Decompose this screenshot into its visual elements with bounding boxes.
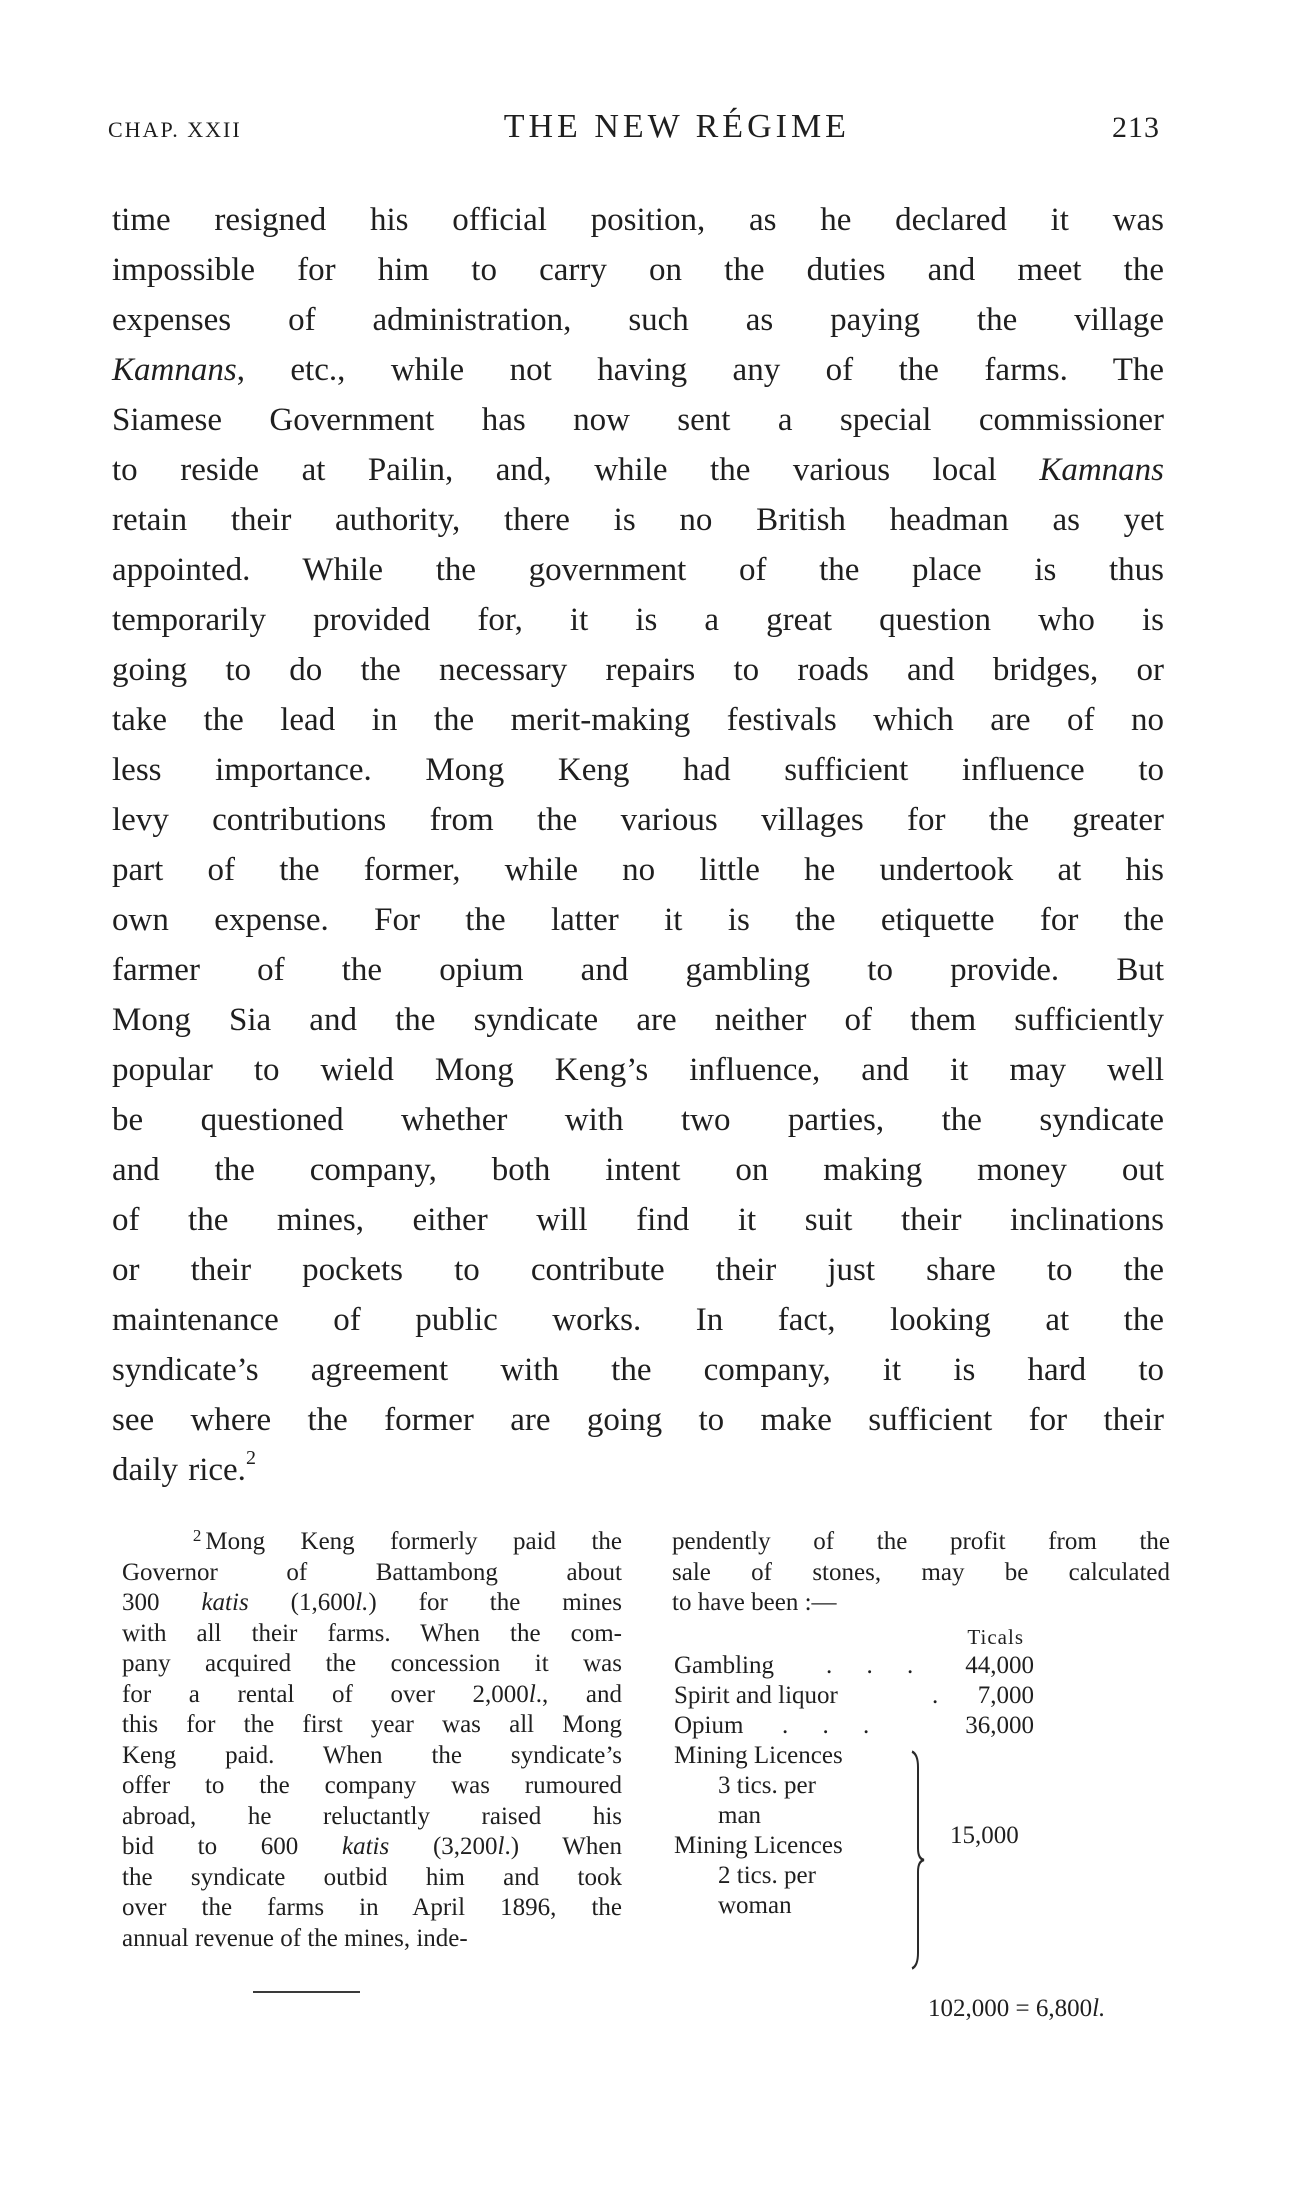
body-line: and the company, both intent on making money out (112, 1152, 1164, 1188)
footnote-text: (3,200 (432, 1833, 498, 1860)
footnote-left-column (122, 1527, 622, 1954)
leader-dots: . (932, 1682, 953, 1709)
total-value: 102,000 = 6,800 (928, 1995, 1093, 2022)
revenue-value: 7,000 (977, 1682, 1034, 1709)
licence-block (674, 1741, 914, 1921)
body-line: of the mines, either will find it suit their inclinations (112, 1202, 1164, 1238)
body-line: expenses of administration, such as paying the village (112, 302, 1164, 338)
body-line: Mong Sia and the syndicate are neither of them sufficiently (112, 1002, 1164, 1038)
footnote-line: this for the first year was all Mong (122, 1711, 622, 1738)
footnote-line: to have been :— (672, 1589, 837, 1616)
running-head (108, 108, 1160, 158)
pound-symbol: l (497, 1833, 505, 1860)
revenue-label: Gambling (674, 1652, 774, 1679)
body-line: going to do the necessary repairs to roads and bridges, or (112, 652, 1164, 688)
curly-brace (910, 1749, 926, 1919)
licence-line: woman (718, 1892, 792, 1919)
chapter-title: THE NEW RÉGIME (503, 108, 850, 145)
licence-value: 15,000 (950, 1822, 1019, 1849)
footnote-text: ) for the mines (368, 1589, 622, 1616)
page-number: 213 (1112, 111, 1160, 144)
body-line: appointed. While the government of the place is thus (112, 552, 1164, 588)
footnote-reference: 2 (245, 1447, 256, 1469)
body-line-fragment: daily rice. (112, 1452, 246, 1488)
revenue-row (674, 1682, 1044, 1712)
body-line: part of the former, while no little he undertook at his (112, 852, 1164, 888)
licence-line: Mining Licences (674, 1832, 843, 1859)
body-line (112, 345, 1164, 395)
body-line (112, 1445, 1164, 1495)
body-line-fragment: , etc., while not having any of the farms. The (236, 352, 1164, 388)
katis-term: katis (201, 1589, 249, 1616)
revenue-label: Spirit and liquor (674, 1682, 838, 1709)
revenue-row (674, 1712, 1044, 1742)
body-line: syndicate’s agreement with the company, it is hard to (112, 1352, 1164, 1388)
unit-header: Ticals (967, 1625, 1024, 1649)
body-line: time resigned his official position, as he declared it was (112, 202, 1164, 238)
footnote-marker: 2 (192, 1526, 202, 1545)
pound-symbol: l. (1092, 1995, 1106, 2022)
pound-symbol: l. (355, 1589, 369, 1616)
footnote-line: annual revenue of the mines, inde- (122, 1924, 468, 1952)
katis-term: katis (342, 1833, 390, 1860)
leader-dots: . . . (782, 1712, 884, 1739)
kamnans-term: Kamnans (112, 352, 237, 388)
licence-line: Mining Licences (674, 1742, 843, 1769)
body-line: take the lead in the merit-making festivals which are of no (112, 702, 1164, 738)
body-line: see where the former are going to make sufficient for their (112, 1402, 1164, 1438)
brace-shape (910, 1749, 926, 1971)
revenue-value: 44,000 (965, 1652, 1034, 1679)
chapter-label: CHAP. XXII (108, 117, 242, 142)
footnote-line (122, 1680, 622, 1711)
footnote-line (122, 1588, 622, 1619)
revenue-table (672, 1625, 1172, 2005)
body-line: levy contributions from the various villages for the greater (112, 802, 1164, 838)
body-line-fragment: to reside at Pailin, and, while the various local (112, 452, 997, 488)
footnote-text: (1,600 (290, 1589, 356, 1616)
footnote-text: bid to 600 (122, 1833, 299, 1860)
sum-rule (253, 1991, 360, 1993)
footnote-line (122, 1832, 622, 1863)
body-line: retain their authority, there is no British headman as yet (112, 502, 1164, 538)
footnote-text: Mong Keng formerly paid the (205, 1528, 622, 1555)
pound-symbol: l (528, 1680, 536, 1708)
footnote-line: the syndicate outbid him and took (122, 1863, 622, 1891)
body-line: or their pockets to contribute their just share to the (112, 1252, 1164, 1288)
body-line (112, 445, 1164, 495)
body-line: Siamese Government has now sent a special commissioner (112, 402, 1164, 438)
footnote-line: Governor of Battambong about (122, 1558, 622, 1586)
footnote-text: ., and (535, 1680, 622, 1708)
body-line: temporarily provided for, it is a great question who is (112, 602, 1164, 638)
footnote-line: over the farms in April 1896, the (122, 1894, 622, 1921)
footnote-text: 300 (122, 1589, 160, 1616)
footnote-right-column (672, 1527, 1170, 1619)
leader-dots: . . . (826, 1652, 928, 1679)
footnote-line: offer to the company was rumoured (122, 1772, 622, 1799)
body-line: impossible for him to carry on the duties and meet the (112, 252, 1164, 288)
body-line: less importance. Mong Keng had sufficient influence to (112, 752, 1164, 788)
footnote-line: Keng paid. When the syndicate’s (122, 1741, 622, 1769)
licence-line: 3 tics. per (718, 1772, 816, 1799)
footnote-line: sale of stones, may be calculated (672, 1558, 1170, 1586)
kamnans-term: Kamnans (1039, 452, 1165, 488)
revenue-total (928, 1995, 1168, 2023)
licence-line: man (718, 1802, 762, 1829)
body-line: own expense. For the latter it is the etiquette for the (112, 902, 1164, 938)
revenue-label: Opium (674, 1712, 744, 1739)
licence-line: 2 tics. per (718, 1862, 816, 1889)
footnote-line: abroad, he reluctantly raised his (122, 1802, 622, 1830)
footnote-line (122, 1527, 622, 1558)
footnote-text: .) When (504, 1833, 622, 1860)
revenue-row (674, 1652, 1044, 1682)
footnote-line: pany acquired the concession it was (122, 1650, 622, 1677)
footnote-line: with all their farms. When the com- (122, 1619, 622, 1647)
body-line: popular to wield Mong Keng’s influence, and it may well (112, 1052, 1164, 1088)
footnote-line: pendently of the profit from the (672, 1528, 1170, 1555)
body-line: be questioned whether with two parties, the syndicate (112, 1102, 1164, 1138)
body-line: farmer of the opium and gambling to provide. But (112, 952, 1164, 988)
body-paragraph (112, 195, 1164, 1495)
footnote-text: for a rental of over 2,000 (122, 1680, 529, 1708)
body-line: maintenance of public works. In fact, looking at the (112, 1302, 1164, 1338)
revenue-value: 36,000 (965, 1712, 1034, 1739)
